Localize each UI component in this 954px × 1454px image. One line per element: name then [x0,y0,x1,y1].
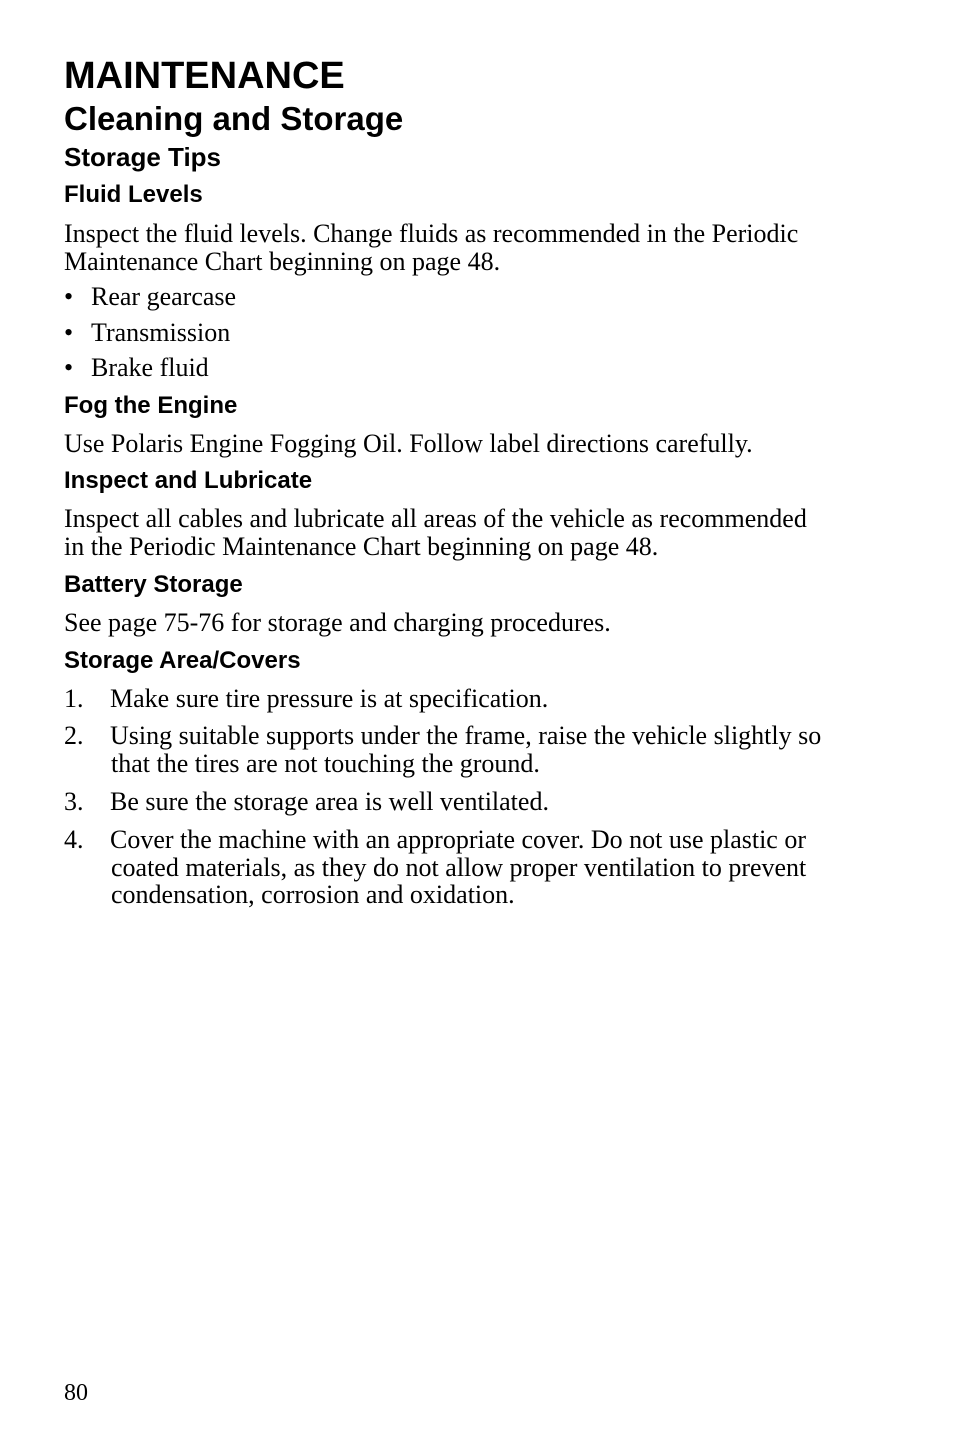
list-item [64,354,209,382]
numbered-step [64,788,864,816]
fog-engine-text: Use Polaris Engine Fogging Oil. Follow label directions carefully. [64,429,753,458]
bullet-marker: • [64,282,74,311]
inspect-lubricate-heading: Inspect and Lubricate [64,467,313,494]
fluid-levels-heading: Fluid Levels [64,181,203,208]
numbered-step [64,685,864,713]
subsection-title: Storage Tips [64,142,222,172]
storage-area-heading: Storage Area/Covers [64,647,301,674]
step-text-continued: coated materials, as they do not allow proper ventilation to prevent [111,853,807,882]
fluid-levels-text-line-1: Inspect the fluid levels. Change fluids as recommended in the Periodic [64,219,799,248]
battery-storage-text: See page 75-76 for storage and charging procedures. [64,608,611,637]
page-number: 80 [64,1380,88,1406]
bullet-marker: • [64,353,74,382]
step-text: Be sure the storage area is well ventilated. [110,787,549,816]
step-text-continued: that the tires are not touching the ground. [111,749,540,778]
list-item [64,283,236,311]
numbered-step [64,826,864,910]
step-number: 2. [64,721,84,750]
inspect-lubricate-text-line-2: in the Periodic Maintenance Chart beginning on page 48. [64,532,659,561]
list-item-text: Brake fluid [91,353,209,382]
numbered-step [64,722,864,778]
section-title: Cleaning and Storage [64,100,404,137]
step-text: Make sure tire pressure is at specification. [110,684,549,713]
battery-storage-heading: Battery Storage [64,571,243,598]
list-item-text: Transmission [91,318,231,347]
list-item-text: Rear gearcase [91,282,237,311]
bullet-marker: • [64,318,74,347]
fog-engine-heading: Fog the Engine [64,392,238,419]
step-text: Using suitable supports under the frame, raise the vehicle slightly so [110,721,822,750]
inspect-lubricate-text-line-1: Inspect all cables and lubricate all areas of the vehicle as recommended [64,504,807,533]
list-item [64,319,230,347]
step-number: 1. [64,684,84,713]
step-number: 4. [64,825,84,854]
step-text: Cover the machine with an appropriate cover. Do not use plastic or [110,825,807,854]
step-text-continued: condensation, corrosion and oxidation. [111,880,515,909]
step-number: 3. [64,787,84,816]
page-title: MAINTENANCE [64,55,345,97]
fluid-levels-text-line-2: Maintenance Chart beginning on page 48. [64,247,501,276]
